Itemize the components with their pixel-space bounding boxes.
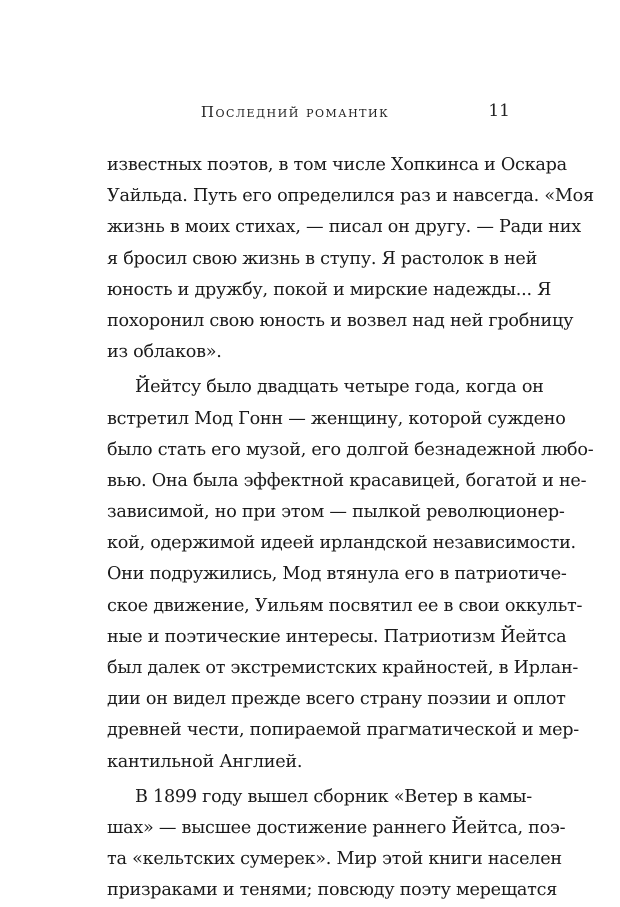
text-line: похоронил свою юность и возвел над ней гробницу bbox=[107, 310, 574, 331]
chapter-title: Последний романтик bbox=[200, 103, 390, 121]
text-line: известных поэтов, в том числе Хопкинса и Оскара bbox=[107, 155, 567, 175]
text-line: та «кельтских сумерек». Мир этой книги населен bbox=[107, 849, 562, 870]
text-line: зависимой, но при этом — пылкой революционер- bbox=[107, 502, 565, 523]
text-line: Уайльда. Путь его определился раз и навсегда. «Моя bbox=[107, 186, 594, 207]
text-line: древней чести, попираемой прагматической и мер- bbox=[107, 720, 579, 741]
text-line: я бросил свою жизнь в ступу. Я растолок в ней bbox=[107, 248, 538, 269]
page-number: 11 bbox=[488, 101, 510, 121]
text-line: призраками и тенями; повсюду поэту мерещатся bbox=[107, 880, 558, 901]
running-head bbox=[80, 100, 510, 126]
text-line: было стать его музой, его долгой безнадежной любо- bbox=[107, 439, 594, 460]
text-line: ные и поэтические интересы. Патриотизм Йейтса bbox=[107, 626, 567, 647]
text-line: был далек от экстремистских крайностей, в Ирлан- bbox=[107, 658, 579, 678]
text-line: дии он видел прежде всего страну поэзии и оплот bbox=[107, 689, 566, 710]
text-line: В 1899 году вышел сборник «Ветер в камы- bbox=[135, 786, 532, 807]
text-line: Йейтсу было двадцать четыре года, когда он bbox=[135, 377, 544, 398]
text-line: юность и дружбу, покой и мирские надежды... Я bbox=[107, 279, 552, 300]
text-line: Они подружились, Мод втянула его в патриотиче- bbox=[107, 564, 567, 585]
text-line: шах» — высшее достижение раннего Йейтса, поэ- bbox=[107, 817, 566, 838]
text-line: кантильной Англией. bbox=[107, 751, 303, 772]
text-line: жизнь в моих стихах, — писал он другу. — Ради них bbox=[107, 217, 581, 238]
text-line: вью. Она была эффектной красавицей, богатой и не- bbox=[107, 470, 587, 491]
text-line: ское движение, Уильям посвятил ее в свои оккульт- bbox=[107, 595, 583, 616]
text-line: из облаков». bbox=[107, 342, 222, 363]
body-text bbox=[107, 150, 594, 907]
text-line: встретил Мод Гонн — женщину, которой суждено bbox=[107, 408, 566, 429]
text-line: кой, одержимой идеей ирландской независимости. bbox=[107, 533, 576, 554]
